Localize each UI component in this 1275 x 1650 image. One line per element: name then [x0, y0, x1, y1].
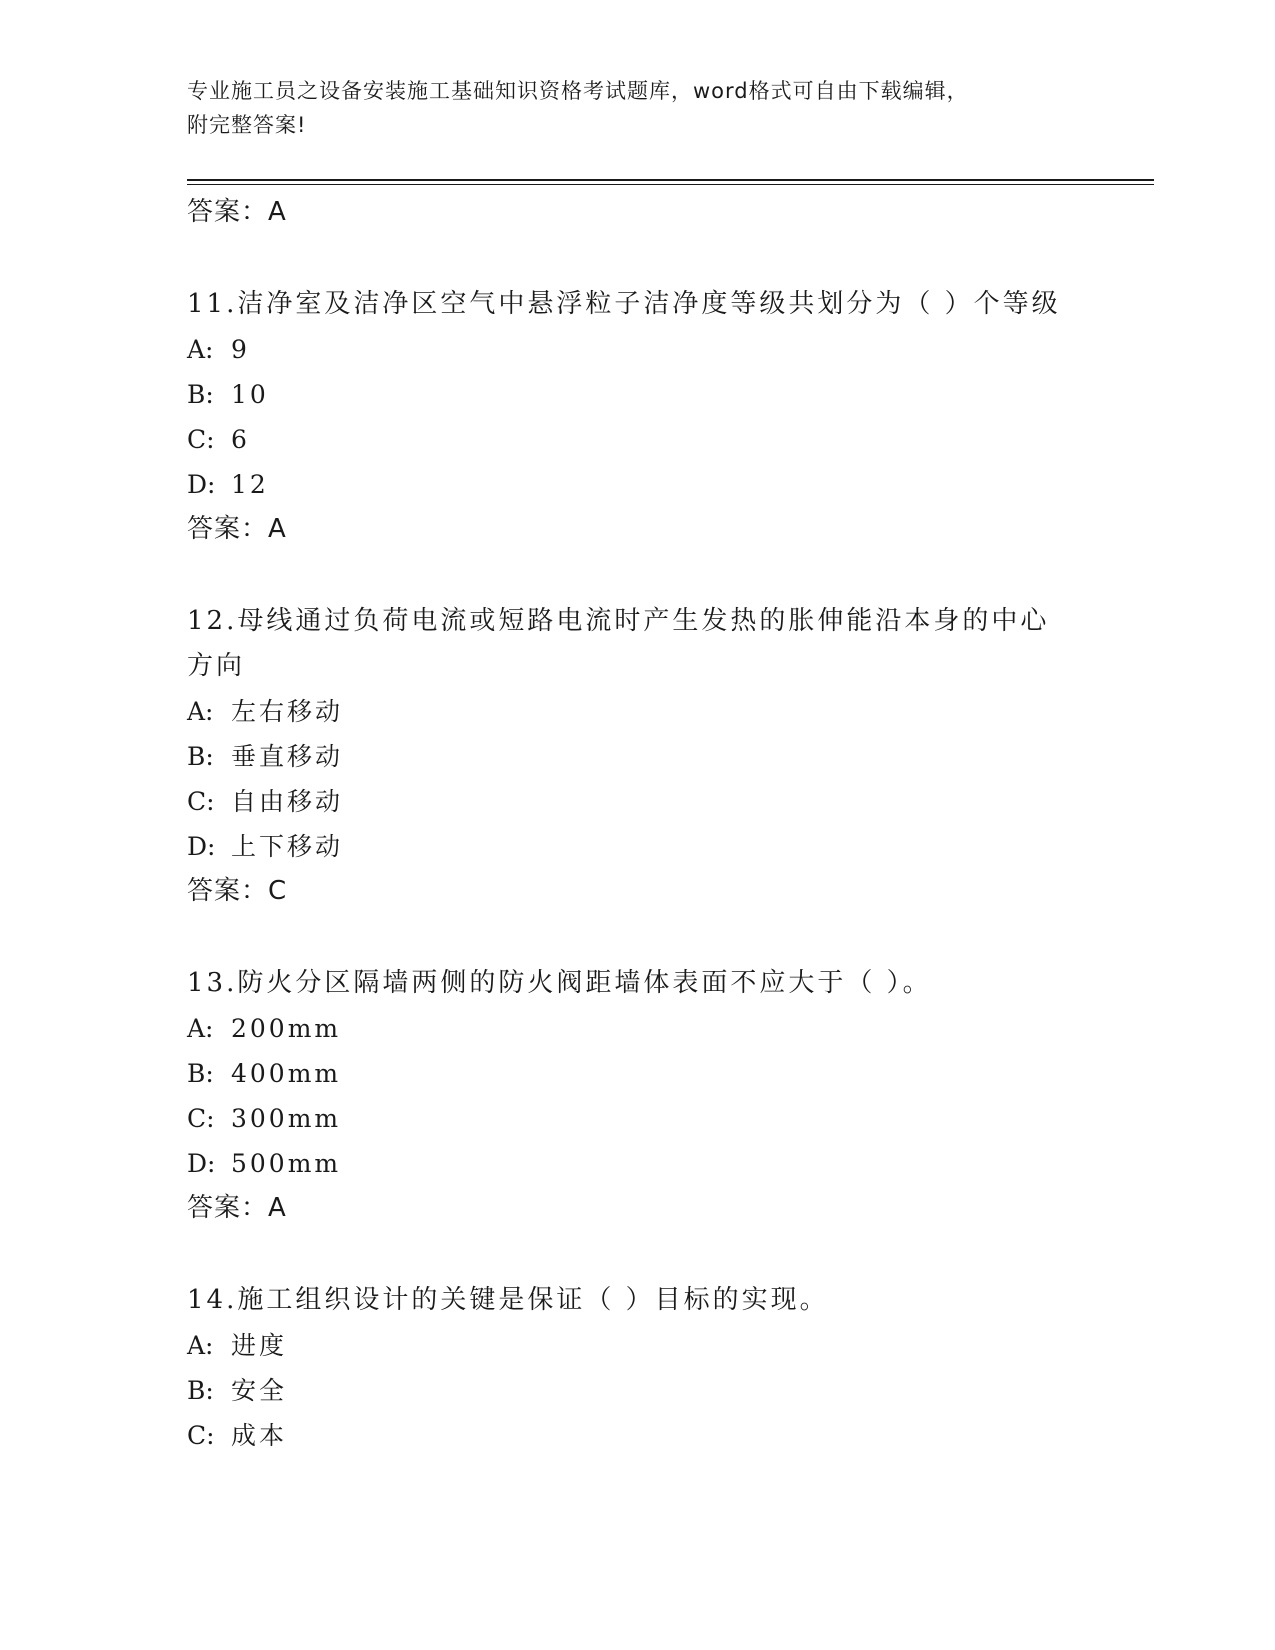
question-block [187, 1278, 1087, 1458]
option-letter: C: [187, 1104, 215, 1133]
option-text: 成本 [231, 1421, 288, 1450]
option-c [187, 417, 1087, 462]
option-letter: B: [187, 742, 214, 771]
option-d [187, 824, 1087, 869]
option-letter: D: [187, 832, 216, 861]
option-c [187, 1413, 1087, 1458]
spacer [187, 1230, 1087, 1278]
question-text: 12.母线通过负荷电流或短路电流时产生发热的胀伸能沿本身的中心方向 [187, 606, 1050, 681]
option-text: 安全 [231, 1376, 288, 1405]
option-text: 上下移动 [231, 832, 344, 861]
option-text: 400mm [231, 1059, 342, 1088]
question-block [187, 599, 1087, 961]
spacer [187, 234, 1087, 282]
spacer [187, 913, 1087, 961]
header-divider [187, 179, 1154, 181]
answer-line: 答案：A [187, 1193, 287, 1223]
option-b [187, 372, 1087, 417]
option-letter: A: [187, 335, 214, 364]
question-text: 13.防火分区隔墙两侧的防火阀距墙体表面不应大于（ ）。 [187, 968, 932, 998]
option-d [187, 462, 1087, 507]
option-text: 500mm [231, 1149, 342, 1178]
spacer [187, 551, 1087, 599]
option-letter: C: [187, 787, 215, 816]
question-block [187, 961, 1087, 1278]
answer-line: 答案：A [187, 514, 287, 544]
option-d [187, 1141, 1087, 1186]
option-letter: D: [187, 1149, 216, 1178]
option-text: 300mm [231, 1104, 342, 1133]
option-text: 进度 [231, 1331, 288, 1360]
option-letter: C: [187, 425, 215, 454]
document-header [187, 74, 1067, 142]
option-letter: C: [187, 1421, 215, 1450]
question-text: 11.洁净室及洁净区空气中悬浮粒子洁净度等级共划分为（ ）个等级 [187, 289, 1061, 319]
header-divider-thin [187, 184, 1154, 185]
option-letter: B: [187, 1376, 214, 1405]
option-text: 10 [231, 380, 269, 409]
option-letter: A: [187, 697, 214, 726]
option-b [187, 1051, 1087, 1096]
header-line-1: 专业施工员之设备安装施工基础知识资格考试题库，word格式可自由下载编辑， [187, 79, 969, 103]
option-a [187, 327, 1087, 372]
header-line-2: 附完整答案! [187, 113, 307, 137]
option-b [187, 734, 1087, 779]
question-block [187, 282, 1087, 599]
option-letter: A: [187, 1331, 214, 1360]
option-letter: B: [187, 1059, 214, 1088]
option-a [187, 1323, 1087, 1368]
option-letter: B: [187, 380, 214, 409]
option-text: 6 [231, 425, 250, 454]
answer-line: 答案：A [187, 197, 287, 227]
option-letter: D: [187, 470, 216, 499]
option-text: 200mm [231, 1014, 342, 1043]
option-text: 垂直移动 [231, 742, 344, 771]
option-text: 9 [231, 335, 250, 364]
option-text: 左右移动 [231, 697, 344, 726]
option-text: 自由移动 [231, 787, 344, 816]
option-c [187, 1096, 1087, 1141]
answer-line: 答案：C [187, 876, 288, 906]
option-a [187, 689, 1087, 734]
option-c [187, 779, 1087, 824]
option-b [187, 1368, 1087, 1413]
option-letter: A: [187, 1014, 214, 1043]
option-a [187, 1006, 1087, 1051]
question-list [187, 190, 1087, 1458]
question-text: 14.施工组织设计的关键是保证（ ）目标的实现。 [187, 1285, 829, 1315]
option-text: 12 [231, 470, 269, 499]
